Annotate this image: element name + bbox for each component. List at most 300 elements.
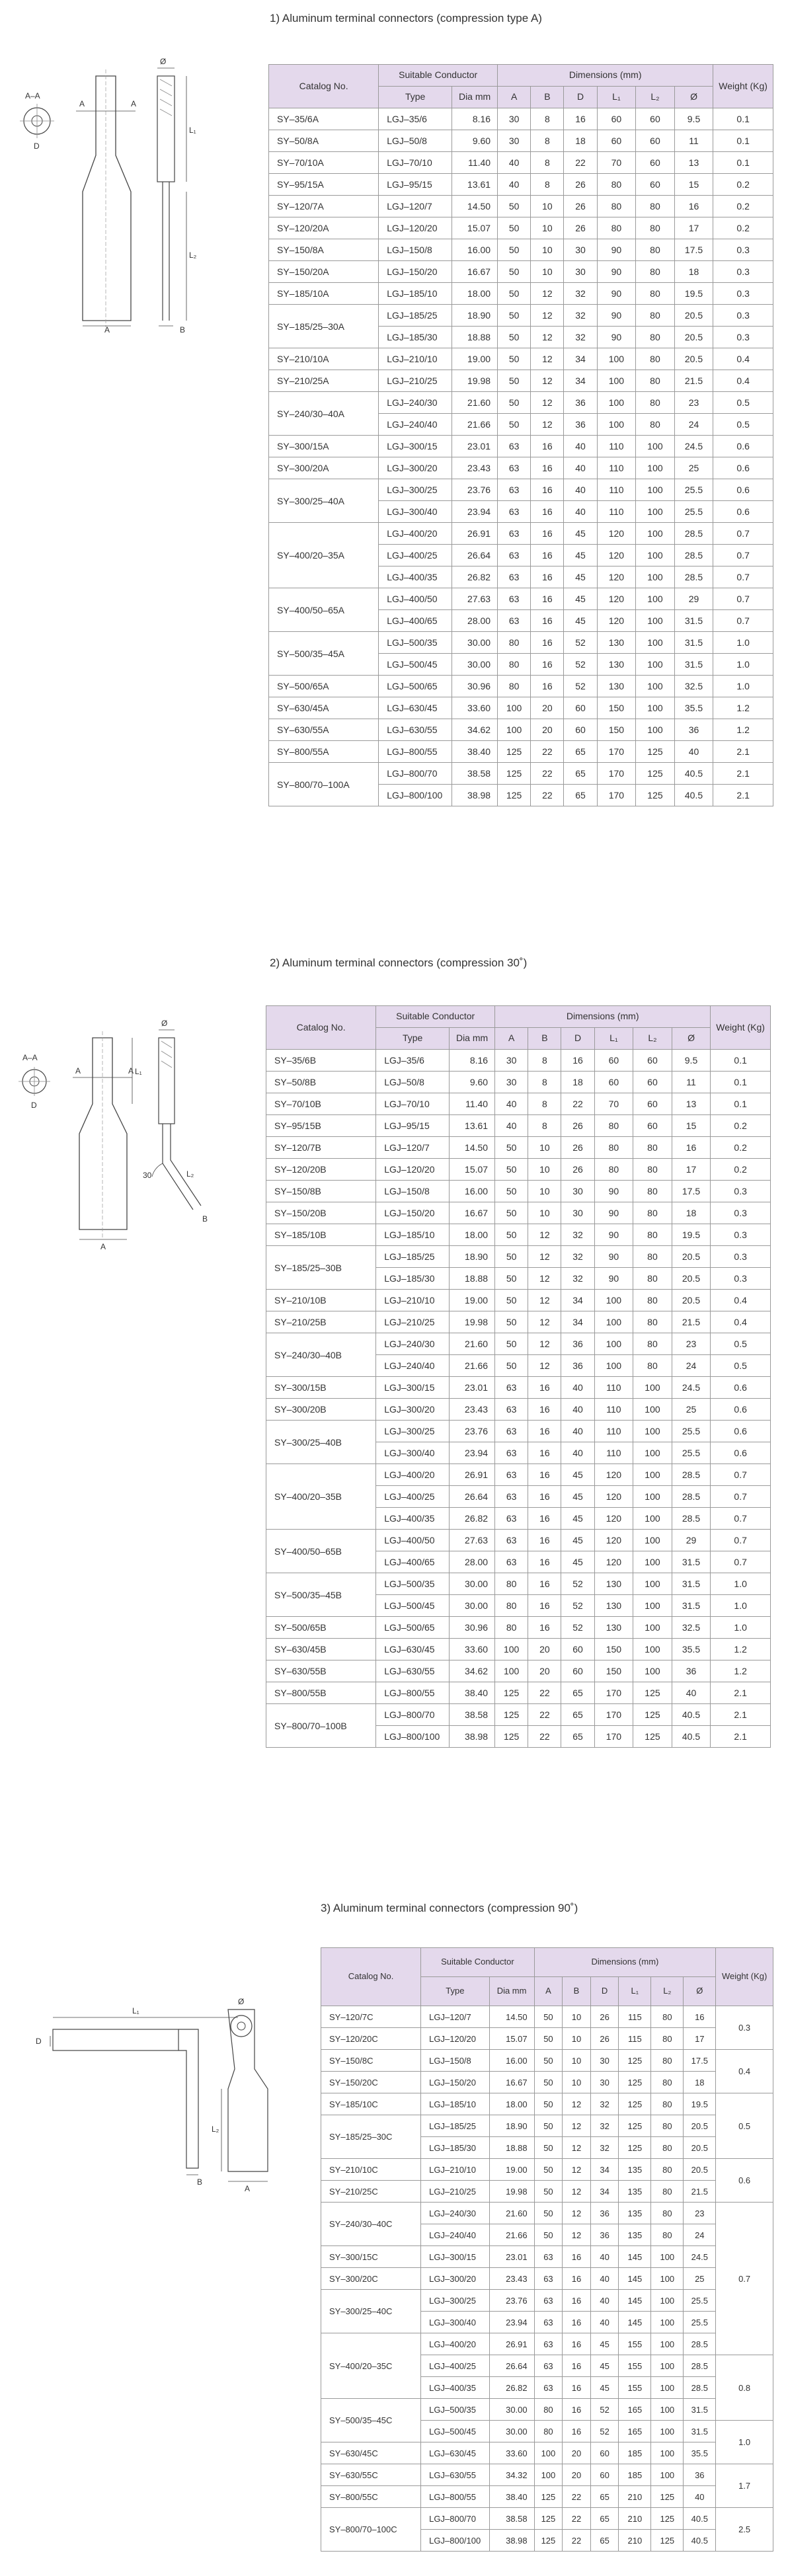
dim-a: 50	[498, 283, 531, 305]
weight-value: 0.3	[711, 1202, 771, 1224]
catalog-number: SY–95/15A	[269, 174, 379, 196]
section-3-title: 3) Aluminum terminal connectors (compression 90˚)	[321, 1902, 578, 1914]
dim-a: 63	[495, 1421, 528, 1442]
dim-a: 80	[495, 1573, 528, 1595]
dim-d: 45	[561, 1530, 594, 1551]
conductor-diameter: 38.98	[450, 1726, 495, 1748]
dim-diam: 40.5	[674, 785, 713, 806]
conductor-diameter: 13.61	[450, 1115, 495, 1137]
conductor-diameter: 23.94	[489, 2312, 534, 2333]
dim-a: 63	[495, 1508, 528, 1530]
dim-l1: 170	[597, 741, 636, 763]
weight-value: 0.1	[711, 1093, 771, 1115]
dim-l2: 80	[651, 2050, 684, 2072]
conductor-diameter: 18.88	[450, 1268, 495, 1290]
dim-b: 12	[531, 283, 564, 305]
dim-d: 52	[590, 2399, 619, 2421]
dim-diam: 17.5	[674, 239, 713, 261]
dim-l1: 150	[597, 719, 636, 741]
dim-l2: 100	[633, 1639, 672, 1660]
conductor-type: LGJ–300/40	[379, 501, 452, 523]
diam-header: Ø	[672, 1028, 711, 1050]
conductor-type: LGJ–300/15	[421, 2246, 489, 2268]
table-row	[269, 152, 773, 174]
l1-header: L₁	[597, 87, 636, 108]
dim-a: 50	[534, 2203, 563, 2224]
table-row	[269, 130, 773, 152]
side-view-icon	[143, 1019, 208, 1224]
dim-d: 30	[590, 2050, 619, 2072]
dim-l1: 100	[594, 1311, 633, 1333]
dim-b: 12	[531, 327, 564, 348]
table-row	[266, 1311, 771, 1333]
weight-value: 0.7	[711, 1530, 771, 1551]
conductor-header: Suitable Conductor	[421, 1948, 534, 1977]
d-label: D	[34, 141, 40, 151]
dim-diam: 11	[674, 130, 713, 152]
dim-diam: 28.5	[674, 566, 713, 588]
weight-value: 1.0	[711, 1573, 771, 1595]
l1-header: L₁	[594, 1028, 633, 1050]
dim-l2: 100	[651, 2246, 684, 2268]
catalog-number: SY–300/25–40C	[321, 2290, 421, 2333]
dim-l1: 90	[594, 1202, 633, 1224]
conductor-type: LGJ–800/100	[379, 785, 452, 806]
weight-value: 0.7	[713, 588, 773, 610]
dim-a: 63	[534, 2377, 563, 2399]
dim-l1: 80	[594, 1159, 633, 1181]
dim-l1: 125	[619, 2093, 651, 2115]
table-row	[266, 1333, 771, 1355]
dim-l2: 80	[633, 1159, 672, 1181]
conductor-type: LGJ–300/40	[421, 2312, 489, 2333]
dim-d: 45	[564, 610, 597, 632]
dim-a: 125	[534, 2530, 563, 2552]
conductor-diameter: 14.50	[489, 2006, 534, 2028]
table-row	[321, 2006, 773, 2028]
weight-value: 0.5	[713, 392, 773, 414]
dim-l1: 90	[597, 305, 636, 327]
conductor-type: LGJ–210/25	[421, 2181, 489, 2203]
dim-a: 50	[534, 2050, 563, 2072]
conductor-diameter: 38.58	[489, 2508, 534, 2530]
dim-l1: 110	[594, 1442, 633, 1464]
dim-a: 30	[495, 1050, 528, 1072]
dim-l1: 115	[619, 2006, 651, 2028]
conductor-diameter: 38.40	[489, 2486, 534, 2508]
dim-d: 26	[561, 1115, 594, 1137]
dim-a: 40	[495, 1093, 528, 1115]
dim-l1: 120	[597, 588, 636, 610]
dim-d: 45	[590, 2377, 619, 2399]
front-view-icon	[212, 1997, 268, 2193]
dim-diam: 25.5	[674, 479, 713, 501]
catalog-number: SY–120/20C	[321, 2028, 421, 2050]
dim-b: 8	[531, 130, 564, 152]
type-header: Type	[379, 87, 452, 108]
catalog-number: SY–120/20A	[269, 217, 379, 239]
a-header: A	[498, 87, 531, 108]
catalog-number: SY–150/8A	[269, 239, 379, 261]
dim-l2: 100	[651, 2312, 684, 2333]
type-header: Type	[376, 1028, 450, 1050]
weight-value: 0.7	[713, 566, 773, 588]
l2-header: L₂	[633, 1028, 672, 1050]
table-row	[266, 1290, 771, 1311]
conductor-type: LGJ–300/20	[379, 457, 452, 479]
dim-a: 50	[498, 305, 531, 327]
dim-b: 16	[528, 1421, 561, 1442]
dim-b: 16	[528, 1486, 561, 1508]
dim-l2: 100	[633, 1421, 672, 1442]
conductor-type: LGJ–800/70	[421, 2508, 489, 2530]
dim-b: 10	[528, 1159, 561, 1181]
dim-d: 40	[561, 1399, 594, 1421]
catalog-number: SY–800/70–100C	[321, 2508, 421, 2552]
weight-value: 0.7	[711, 1486, 771, 1508]
dim-l2: 80	[651, 2072, 684, 2093]
conductor-diameter: 11.40	[450, 1093, 495, 1115]
dim-a: 63	[498, 479, 531, 501]
catalog-number: SY–185/10A	[269, 283, 379, 305]
dim-d: 30	[564, 261, 597, 283]
dim-diam: 19.5	[684, 2093, 716, 2115]
conductor-diameter: 33.60	[452, 697, 498, 719]
dim-d: 40	[564, 436, 597, 457]
dim-b: 16	[531, 457, 564, 479]
conductor-type: LGJ–50/8	[376, 1072, 450, 1093]
dim-l2: 80	[636, 414, 675, 436]
dim-d: 65	[590, 2508, 619, 2530]
conductor-diameter: 8.16	[450, 1050, 495, 1072]
dim-a: 100	[498, 719, 531, 741]
dim-l2: 125	[633, 1682, 672, 1704]
conductor-diameter: 18.00	[452, 283, 498, 305]
conductor-type: LGJ–185/25	[376, 1246, 450, 1268]
dim-d: 36	[564, 414, 597, 436]
dim-b: 16	[563, 2377, 591, 2399]
catalog-number: SY–70/10A	[269, 152, 379, 174]
dim-l1: 100	[594, 1355, 633, 1377]
dim-l1: 150	[594, 1639, 633, 1660]
weight-value: 0.4	[711, 1311, 771, 1333]
conductor-type: LGJ–800/70	[376, 1704, 450, 1726]
dim-b: 10	[531, 261, 564, 283]
conductor-type: LGJ–240/30	[379, 392, 452, 414]
conductor-diameter: 23.94	[452, 501, 498, 523]
catalog-number: SY–120/7B	[266, 1137, 376, 1159]
dim-l1: 145	[619, 2290, 651, 2312]
table-row	[321, 2115, 773, 2137]
dim-l1: 90	[597, 283, 636, 305]
dim-l2: 80	[651, 2093, 684, 2115]
conductor-diameter: 26.64	[489, 2355, 534, 2377]
catalog-number: SY–300/20B	[266, 1399, 376, 1421]
conductor-type: LGJ–500/45	[376, 1595, 450, 1617]
dim-a: 63	[495, 1377, 528, 1399]
conductor-type: LGJ–800/70	[379, 763, 452, 785]
diam-label: Ø	[238, 1997, 245, 2006]
dim-b: 22	[528, 1726, 561, 1748]
conductor-type: LGJ–300/15	[376, 1377, 450, 1399]
dim-d: 65	[590, 2486, 619, 2508]
catalog-number: SY–210/25C	[321, 2181, 421, 2203]
dim-diam: 36	[674, 719, 713, 741]
dim-d: 32	[590, 2137, 619, 2159]
dim-l1: 210	[619, 2486, 651, 2508]
table-row	[269, 676, 773, 697]
dim-d: 40	[564, 501, 597, 523]
dim-d: 45	[564, 588, 597, 610]
dim-l1: 165	[619, 2421, 651, 2442]
table-row	[321, 2442, 773, 2464]
weight-value: 0.6	[711, 1442, 771, 1464]
dim-d: 26	[561, 1137, 594, 1159]
dim-a: 40	[498, 152, 531, 174]
catalog-number: SY–400/20–35B	[266, 1464, 376, 1530]
conductor-type: LGJ–300/25	[379, 479, 452, 501]
dim-a: 125	[495, 1682, 528, 1704]
catalog-number: SY–210/10A	[269, 348, 379, 370]
catalog-number: SY–800/55C	[321, 2486, 421, 2508]
table-row	[266, 1072, 771, 1093]
conductor-diameter: 23.76	[452, 479, 498, 501]
weight-value: 0.3	[713, 283, 773, 305]
conductor-diameter: 15.07	[452, 217, 498, 239]
dim-diam: 20.5	[684, 2159, 716, 2181]
table-row	[266, 1159, 771, 1181]
conductor-type: LGJ–800/55	[421, 2486, 489, 2508]
dim-l2: 80	[633, 1333, 672, 1355]
dim-d: 16	[564, 108, 597, 130]
dim-diam: 9.5	[674, 108, 713, 130]
dim-a: 40	[498, 174, 531, 196]
dim-l1: 120	[594, 1486, 633, 1508]
table-row	[321, 2486, 773, 2508]
weight-value: 0.6	[713, 479, 773, 501]
weight-value: 1.0	[713, 654, 773, 676]
a-label-left: A	[75, 1066, 81, 1075]
diam-label: Ø	[161, 1019, 168, 1028]
dim-a: 30	[498, 108, 531, 130]
dim-diam: 25.5	[672, 1442, 711, 1464]
dim-l2: 80	[651, 2137, 684, 2159]
dim-d: 30	[561, 1202, 594, 1224]
dim-l1: 90	[597, 327, 636, 348]
table-row	[269, 392, 773, 414]
b-label: B	[197, 2177, 203, 2187]
dim-a: 80	[495, 1595, 528, 1617]
section-2-table	[266, 1005, 771, 1748]
section-2-table-body	[266, 1050, 771, 1748]
table-row	[266, 1050, 771, 1072]
catalog-number: SY–630/45A	[269, 697, 379, 719]
dim-d: 52	[561, 1573, 594, 1595]
dim-a: 63	[498, 588, 531, 610]
table-row	[269, 741, 773, 763]
dim-diam: 40.5	[684, 2530, 716, 2552]
dim-l1: 155	[619, 2355, 651, 2377]
dim-d: 18	[561, 1072, 594, 1093]
weight-value: 0.6	[711, 1377, 771, 1399]
table-row	[266, 1682, 771, 1704]
dim-diam: 29	[674, 588, 713, 610]
dim-a: 63	[498, 436, 531, 457]
catalog-number: SY–185/25–30B	[266, 1246, 376, 1290]
l2-label: L₂	[186, 1169, 194, 1179]
dim-l2: 60	[633, 1093, 672, 1115]
dim-l1: 60	[597, 108, 636, 130]
conductor-type: LGJ–50/8	[379, 130, 452, 152]
dim-diam: 36	[672, 1660, 711, 1682]
section-2-drawing	[13, 1011, 225, 1276]
dim-l2: 80	[651, 2006, 684, 2028]
dim-a: 50	[495, 1181, 528, 1202]
dim-l1: 135	[619, 2203, 651, 2224]
catalog-number: SY–150/20A	[269, 261, 379, 283]
dim-b: 16	[563, 2333, 591, 2355]
dim-l2: 80	[636, 283, 675, 305]
dim-l1: 145	[619, 2268, 651, 2290]
conductor-type: LGJ–150/20	[379, 261, 452, 283]
dim-l2: 100	[636, 610, 675, 632]
dim-a: 100	[534, 2442, 563, 2464]
dim-diam: 25	[674, 457, 713, 479]
table-row	[321, 2093, 773, 2115]
catalog-number: SY–120/20B	[266, 1159, 376, 1181]
conductor-type: LGJ–210/10	[379, 348, 452, 370]
catalog-number: SY–240/30–40B	[266, 1333, 376, 1377]
catalog-number: SY–300/20A	[269, 457, 379, 479]
dim-l1: 60	[594, 1072, 633, 1093]
weight-value: 0.7	[713, 545, 773, 566]
dim-d: 34	[564, 348, 597, 370]
conductor-type: LGJ–185/30	[421, 2137, 489, 2159]
dim-d: 52	[564, 654, 597, 676]
dim-l2: 100	[633, 1595, 672, 1617]
weight-value: 0.6	[713, 457, 773, 479]
conductor-type: LGJ–500/65	[379, 676, 452, 697]
section-view-icon	[19, 1053, 50, 1110]
dim-l2: 100	[633, 1442, 672, 1464]
dim-a: 125	[498, 763, 531, 785]
dim-d: 36	[590, 2224, 619, 2246]
a-label-right: A	[128, 1066, 134, 1075]
dim-b: 16	[528, 1595, 561, 1617]
conductor-type: LGJ–150/8	[421, 2050, 489, 2072]
section-1-title: 1) Aluminum terminal connectors (compression type A)	[270, 12, 542, 24]
section-view-icon	[20, 91, 54, 151]
dim-l1: 150	[597, 697, 636, 719]
conductor-diameter: 21.60	[450, 1333, 495, 1355]
table-row	[321, 2028, 773, 2050]
conductor-diameter: 38.40	[452, 741, 498, 763]
conductor-type: LGJ–35/6	[379, 108, 452, 130]
conductor-type: LGJ–400/50	[376, 1530, 450, 1551]
dim-diam: 20.5	[674, 305, 713, 327]
conductor-type: LGJ–95/15	[376, 1115, 450, 1137]
conductor-diameter: 21.60	[452, 392, 498, 414]
dim-diam: 11	[672, 1072, 711, 1093]
conductor-diameter: 18.90	[450, 1246, 495, 1268]
dim-d: 40	[590, 2290, 619, 2312]
dim-a: 125	[534, 2486, 563, 2508]
conductor-type: LGJ–185/10	[376, 1224, 450, 1246]
weight-value: 0.2	[711, 1115, 771, 1137]
catalog-number: SY–240/30–40A	[269, 392, 379, 436]
dim-l1: 170	[597, 763, 636, 785]
dim-a: 30	[495, 1072, 528, 1093]
dim-b: 8	[528, 1115, 561, 1137]
conductor-type: LGJ–35/6	[376, 1050, 450, 1072]
catalog-number: SY–210/10B	[266, 1290, 376, 1311]
weight-value: 0.1	[713, 108, 773, 130]
conductor-type: LGJ–400/25	[421, 2355, 489, 2377]
table-row	[266, 1421, 771, 1442]
conductor-diameter: 23.43	[450, 1399, 495, 1421]
type-header: Type	[421, 1977, 489, 2006]
dim-b: 16	[531, 479, 564, 501]
dim-l1: 210	[619, 2508, 651, 2530]
conductor-type: LGJ–240/30	[376, 1333, 450, 1355]
weight-value: 0.2	[713, 174, 773, 196]
dim-a: 50	[534, 2093, 563, 2115]
a-dim-label: A	[245, 2184, 251, 2193]
dim-l1: 80	[594, 1115, 633, 1137]
dim-l1: 145	[619, 2312, 651, 2333]
dim-l1: 125	[619, 2050, 651, 2072]
dim-b: 20	[563, 2464, 591, 2486]
dim-l1: 60	[594, 1050, 633, 1072]
dim-l2: 100	[633, 1551, 672, 1573]
weight-value: 0.6	[711, 1399, 771, 1421]
dim-diam: 17	[674, 217, 713, 239]
dimensions-header: Dimensions (mm)	[498, 65, 713, 87]
conductor-diameter: 16.67	[489, 2072, 534, 2093]
dim-l1: 170	[594, 1704, 633, 1726]
conductor-type: LGJ–120/20	[421, 2028, 489, 2050]
dim-diam: 17	[684, 2028, 716, 2050]
dim-diam: 40	[672, 1682, 711, 1704]
b-header: B	[563, 1977, 591, 2006]
weight-value: 0.3	[716, 2006, 773, 2050]
dim-diam: 31.5	[672, 1573, 711, 1595]
weight-value: 1.0	[711, 1595, 771, 1617]
dim-d: 60	[590, 2464, 619, 2486]
dim-diam: 18	[672, 1202, 711, 1224]
dim-diam: 15	[674, 174, 713, 196]
conductor-diameter: 23.01	[489, 2246, 534, 2268]
weight-value: 0.7	[716, 2203, 773, 2355]
dim-a: 50	[495, 1311, 528, 1333]
dim-diam: 40.5	[674, 763, 713, 785]
dim-l1: 110	[597, 436, 636, 457]
dim-l2: 100	[636, 501, 675, 523]
weight-value: 0.3	[711, 1268, 771, 1290]
weight-value: 0.1	[711, 1050, 771, 1072]
dim-d: 36	[590, 2203, 619, 2224]
conductor-type: LGJ–70/10	[379, 152, 452, 174]
section-1-table-body	[269, 108, 773, 806]
dim-l2: 100	[633, 1464, 672, 1486]
weight-value: 2.1	[713, 785, 773, 806]
catalog-number: SY–400/20–35C	[321, 2333, 421, 2399]
dim-l2: 100	[651, 2464, 684, 2486]
dim-l1: 90	[597, 239, 636, 261]
dim-b: 16	[531, 566, 564, 588]
dim-b: 16	[528, 1464, 561, 1486]
dim-b: 16	[528, 1530, 561, 1551]
